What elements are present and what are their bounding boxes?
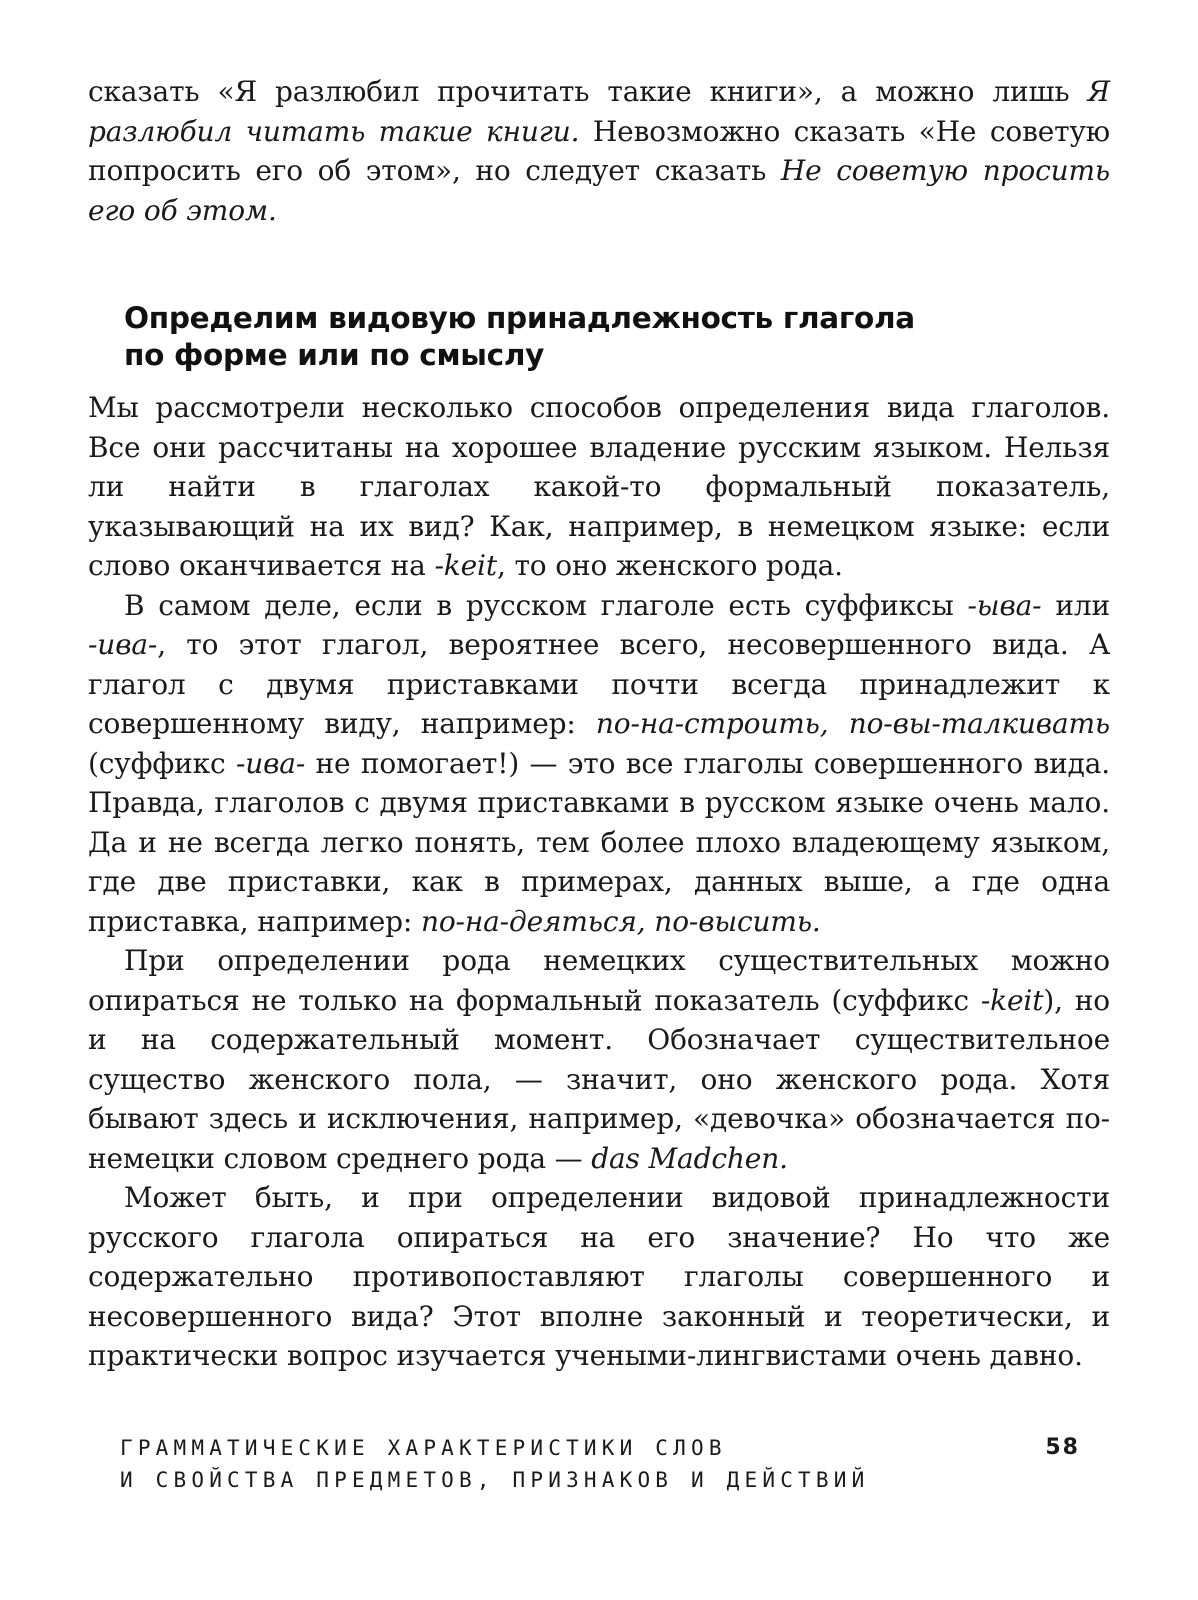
paragraph-3: [88, 941, 1110, 1178]
section-heading-line-2: по форме или по смыслу: [124, 338, 545, 372]
paragraph-1-text-1: Мы рассмотрели несколько способов определения вида глаголов. Все они рассчитаны на хорошее владение русским языком. Нельзя ли найти в глаголах какой-то формальный показатель, указывающий на их вид? Как, например, в немецком языке: если слово оканчивается на: [88, 391, 1110, 582]
paragraph-2-suffix-3: -ива-: [235, 746, 306, 780]
section-heading: [124, 300, 1110, 374]
paragraph-2-text-1: В самом деле, если в русском глаголе есть суффиксы: [124, 588, 968, 622]
intro-example-2: Не советую просить его об этом.: [88, 154, 1110, 227]
page-number: 58: [1045, 1435, 1080, 1460]
paragraph-4: [88, 1178, 1110, 1376]
intro-example-1: Я разлюбил читать такие книги.: [88, 75, 1110, 148]
intro-text-1: сказать «Я разлюбил прочитать такие книги», а можно лишь: [88, 75, 1088, 108]
paragraph-2-text-4: (суффикс: [88, 746, 236, 780]
paragraph-2-example-2: по-на-деяться, по-высить.: [420, 904, 821, 938]
paragraph-3-suffix: -keit: [980, 983, 1044, 1017]
paragraph-1: [88, 388, 1110, 586]
paragraph-2: [88, 586, 1110, 942]
paragraph-3-text-2: ), но и на содержательный момент. Обозначает существительное существо женского пола, — значит, оно женского рода. Хотя бывают здесь и исключения, например, «девочка» обозначается по-немецки словом среднего рода —: [88, 983, 1110, 1175]
paragraph-2-text-5: не помогает!) — это все глаголы совершенного вида. Правда, глаголов с двумя приставками в русском языке очень мало. Да и не всегда легко понять, тем более плохо владеющему языком, где две приставки, как в примерах, данных выше, а где одна приставка, например:: [88, 746, 1110, 938]
paragraph-3-example: das Madchen.: [591, 1141, 788, 1175]
paragraph-2-text-2: или: [1041, 588, 1110, 622]
paragraph-3-text-1: При определении рода немецких существительных можно опираться не только на формальный показатель (суффикс: [88, 944, 1110, 1017]
paragraph-1-suffix: -keit: [434, 549, 497, 582]
running-footer: [120, 1432, 1080, 1496]
paragraph-2-text-3: , то этот глагол, вероятнее всего, несовершенного вида. А глагол с двумя приставками почти всегда принадлежит к совершенному виду, например:: [88, 628, 1110, 740]
section-heading-line-1: Определим видовую принадлежность глагола: [124, 301, 915, 335]
page-body: [88, 72, 1110, 1376]
intro-paragraph: [88, 72, 1110, 230]
paragraph-1-text-2: , то оно женского рода.: [496, 549, 843, 582]
paragraph-2-example-1: по-на-строить, по-вы-талкивать: [595, 707, 1110, 740]
paragraph-2-suffix-1: -ыва-: [967, 588, 1042, 622]
paragraph-4-text-1: Может быть, и при определении видовой принадлежности русского глагола опираться на его значение? Но что же содержательно противопоставляют глаголы совершенного и несовершенного вида? Этот вполне законный и теоретически, и практически вопрос изучается учеными-лингвистами очень давно.: [88, 1181, 1110, 1372]
intro-text-2: Невозможно сказать «Не советую попросить его об этом», но следует сказать: [88, 114, 1111, 187]
footer-line-2: И СВОЙСТВА ПРЕДМЕТОВ, ПРИЗНАКОВ И ДЕЙСТВИЙ: [120, 1468, 870, 1492]
paragraph-2-suffix-2: -ива-: [88, 628, 158, 661]
footer-line-1: ГРАММАТИЧЕСКИЕ ХАРАКТЕРИСТИКИ СЛОВ: [120, 1436, 727, 1460]
